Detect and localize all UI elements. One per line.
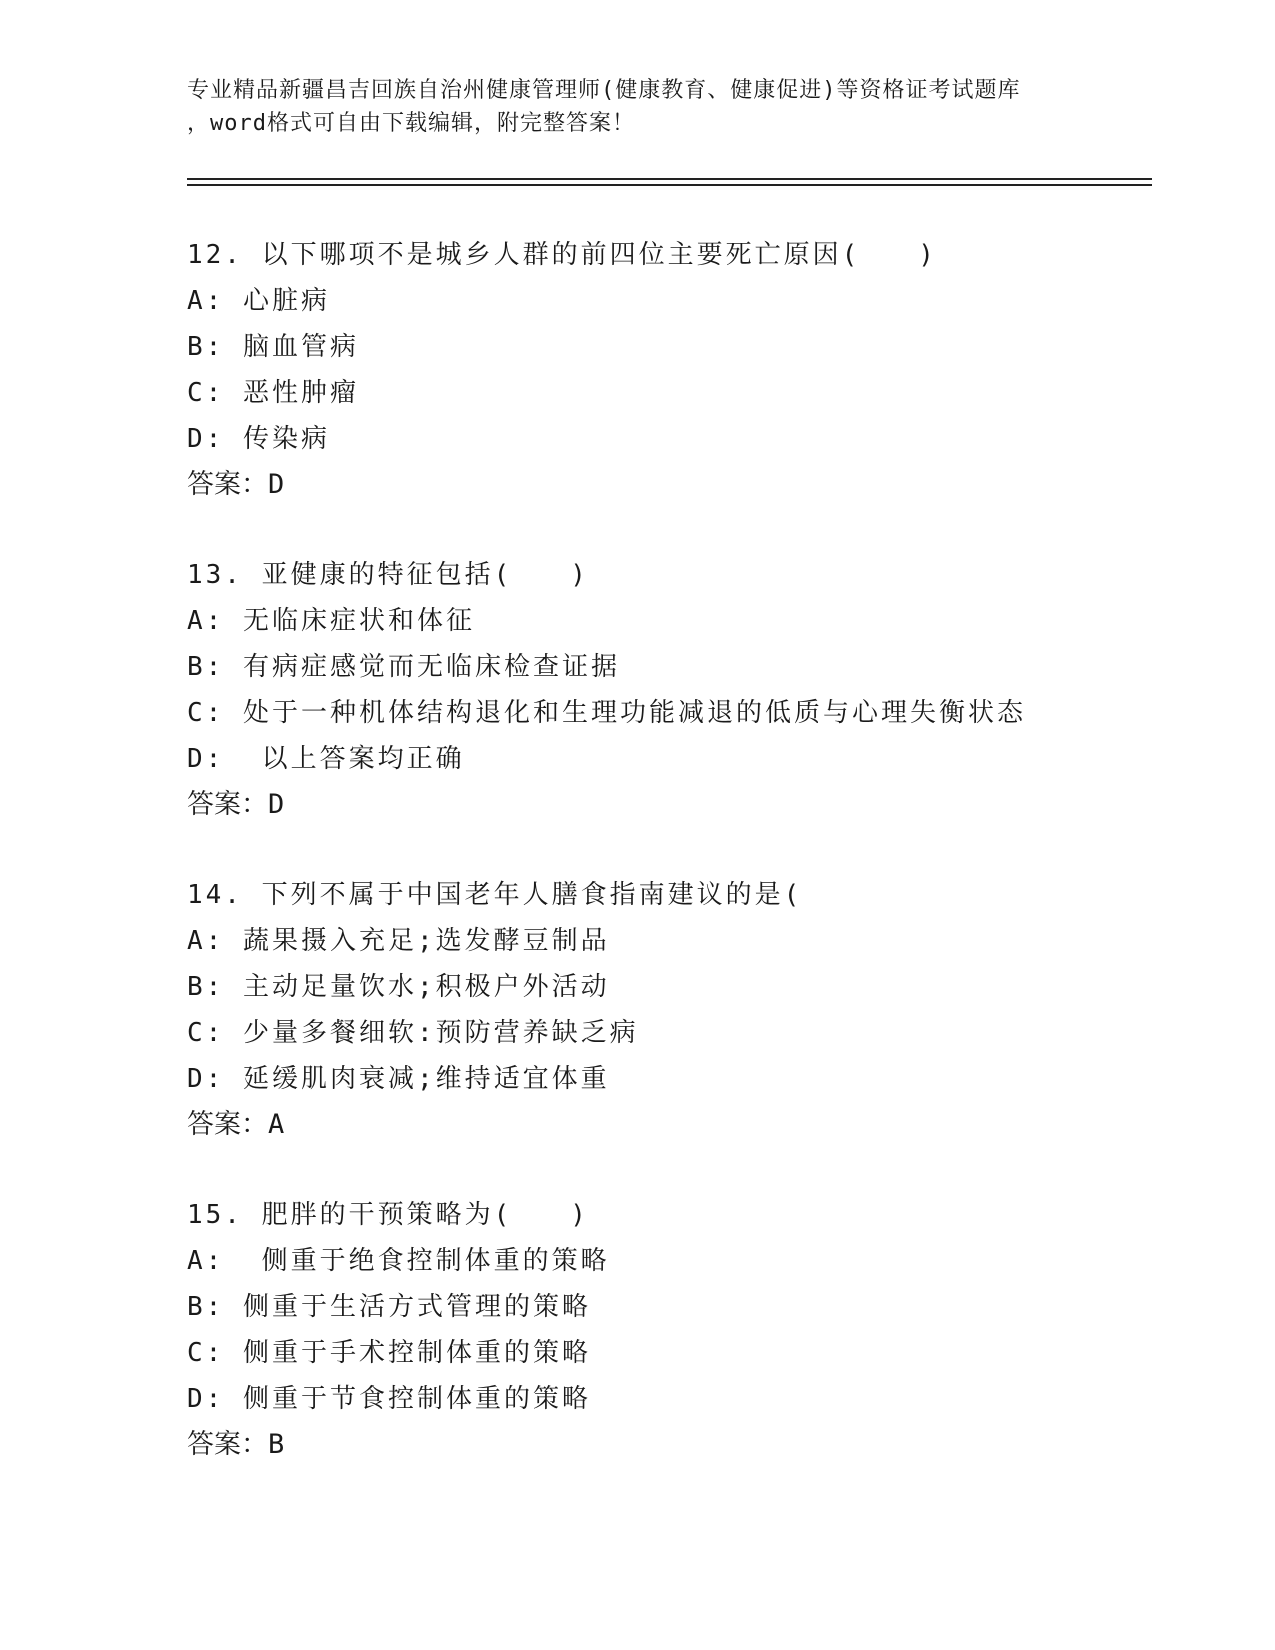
question-block [187,872,1147,1148]
header-divider-bottom [187,184,1152,186]
question-block [187,232,1147,508]
question-stem: 15. 肥胖的干预策略为( ) [187,1200,589,1230]
answer-label: 答案： [187,1109,268,1140]
question-block [187,552,1147,828]
option-d: D: 延缓肌肉衰减;维持适宜体重 [187,1064,610,1094]
option-c: C: 处于一种机体结构退化和生理功能减退的低质与心理失衡状态 [187,698,1026,728]
document-header [187,74,1087,140]
option-c: C: 恶性肿瘤 [187,378,359,408]
answer-label: 答案： [187,789,268,820]
answer-line [187,1102,1147,1148]
option-c: C: 少量多餐细软:预防营养缺乏病 [187,1018,639,1048]
answer-line [187,1422,1147,1468]
question-block [187,1192,1147,1468]
answer-value: B [268,1429,285,1460]
option-d: D: 侧重于节食控制体重的策略 [187,1384,591,1414]
option-c: C: 侧重于手术控制体重的策略 [187,1338,591,1368]
answer-label: 答案： [187,469,268,500]
answer-label: 答案： [187,1429,268,1460]
question-stem: 14. 下列不属于中国老年人膳食指南建议的是( [187,880,803,910]
answer-line [187,782,1147,828]
answer-value: A [268,1109,285,1140]
option-a: A: 心脏病 [187,286,330,316]
answer-value: D [268,789,285,820]
option-a: A: 侧重于绝食控制体重的策略 [187,1246,610,1276]
question-stem: 12. 以下哪项不是城乡人群的前四位主要死亡原因( ) [187,240,937,270]
option-b: B: 有病症感觉而无临床检查证据 [187,652,620,682]
option-a: A: 蔬果摄入充足;选发酵豆制品 [187,926,610,956]
answer-value: D [268,469,285,500]
answer-line [187,462,1147,508]
header-title-line: 专业精品新疆昌吉回族自治州健康管理师(健康教育、健康促进)等资格证考试题库 [187,78,1021,103]
question-stem: 13. 亚健康的特征包括( ) [187,560,589,590]
option-b: B: 脑血管病 [187,332,359,362]
option-b: B: 主动足量饮水;积极户外活动 [187,972,610,1002]
option-a: A: 无临床症状和体征 [187,606,475,636]
header-divider-top [187,178,1152,180]
option-d: D: 以上答案均正确 [187,744,465,774]
header-subtitle-line: ，word格式可自由下载编辑，附完整答案！ [187,111,635,136]
option-b: B: 侧重于生活方式管理的策略 [187,1292,591,1322]
option-d: D: 传染病 [187,424,330,454]
